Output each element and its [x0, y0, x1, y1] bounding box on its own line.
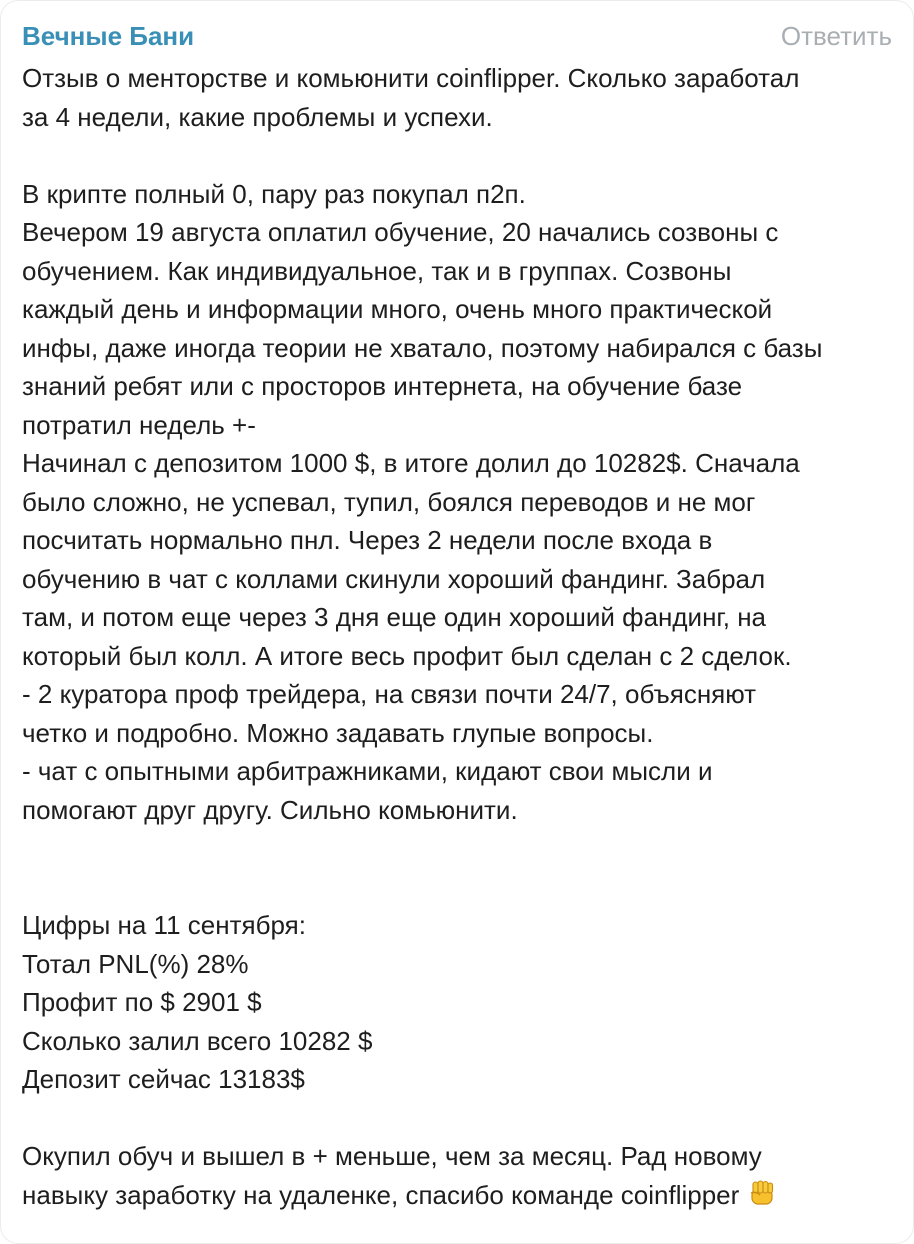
text-line: Цифры на 11 сентября:: [22, 910, 306, 940]
text-line: который был колл. А итоге весь профит был сделан с 2 сделок.: [22, 640, 792, 671]
raised-fist-emoji-icon: [747, 1178, 777, 1219]
text-line: помогают друг другу. Сильно комьюнити.: [22, 794, 518, 825]
text-line: Сколько залил всего 10282 $: [22, 1025, 373, 1056]
text-line: знаний ребят или с просторов интернета, на обучение базе: [22, 371, 743, 401]
text-line: Начинал с депозитом 1000 $, в итоге долил до 10282$. Сначала: [22, 448, 800, 478]
text-line: было сложно, не успевал, тупил, боялся переводов и не мог: [22, 486, 756, 517]
text-line: В крипте полный 0, пару раз покупал п2п.: [22, 178, 526, 209]
text-line: обучением. Как индивидуальное, так и в группах. Созвоны: [22, 255, 732, 286]
text-line: посчитать нормально пнл. Через 2 недели после входа в: [22, 525, 713, 555]
message-header: [22, 16, 892, 56]
text-line: Окупил обуч и вышел в + меньше, чем за месяц. Рад новому: [22, 1141, 762, 1171]
message-text: [22, 59, 894, 1214]
text-line: каждый день и информации много, очень много практической: [22, 294, 773, 324]
paragraph-gap: [22, 829, 894, 868]
text-line: четко и подробно. Можно задавать глупые вопросы.: [22, 717, 654, 748]
text-line: - 2 куратора проф трейдера, на связи почти 24/7, объясняют: [22, 679, 757, 709]
text-line: инфы, даже иногда теории не хватало, поэтому набирался с базы: [22, 332, 823, 363]
paragraph-gap: [22, 1099, 894, 1138]
text-line-last-label: навыку заработку на удаленке, спасибо команде coinflipper: [22, 1179, 740, 1210]
text-line: Вечером 19 августа оплатил обучение, 20 начались созвоны с: [22, 217, 779, 247]
text-line: обучению в чат с коллами скинули хороший фандинг. Забрал: [22, 563, 766, 594]
reply-button[interactable]: Ответить: [780, 21, 892, 51]
text-line-last: [22, 1176, 894, 1215]
sender-name[interactable]: Вечные Бани: [22, 21, 195, 51]
text-line: Депозит сейчас 13183$: [22, 1064, 305, 1094]
text-line: за 4 недели, какие проблемы и успехи.: [22, 101, 493, 132]
text-line: Тотал PNL(%) 28%: [22, 948, 249, 979]
text-line: Отзыв о менторстве и комьюнити coinflipper. Сколько заработал: [22, 63, 800, 93]
text-line: потратил недель +-: [22, 409, 256, 440]
text-line: Профит по $ 2901 $: [22, 987, 262, 1017]
paragraph-gap: [22, 136, 894, 175]
paragraph-gap: [22, 868, 894, 907]
text-line: там, и потом еще через 3 дня еще один хороший фандинг, на: [22, 602, 767, 632]
text-line: - чат с опытными арбитражниками, кидают свои мысли и: [22, 756, 713, 786]
